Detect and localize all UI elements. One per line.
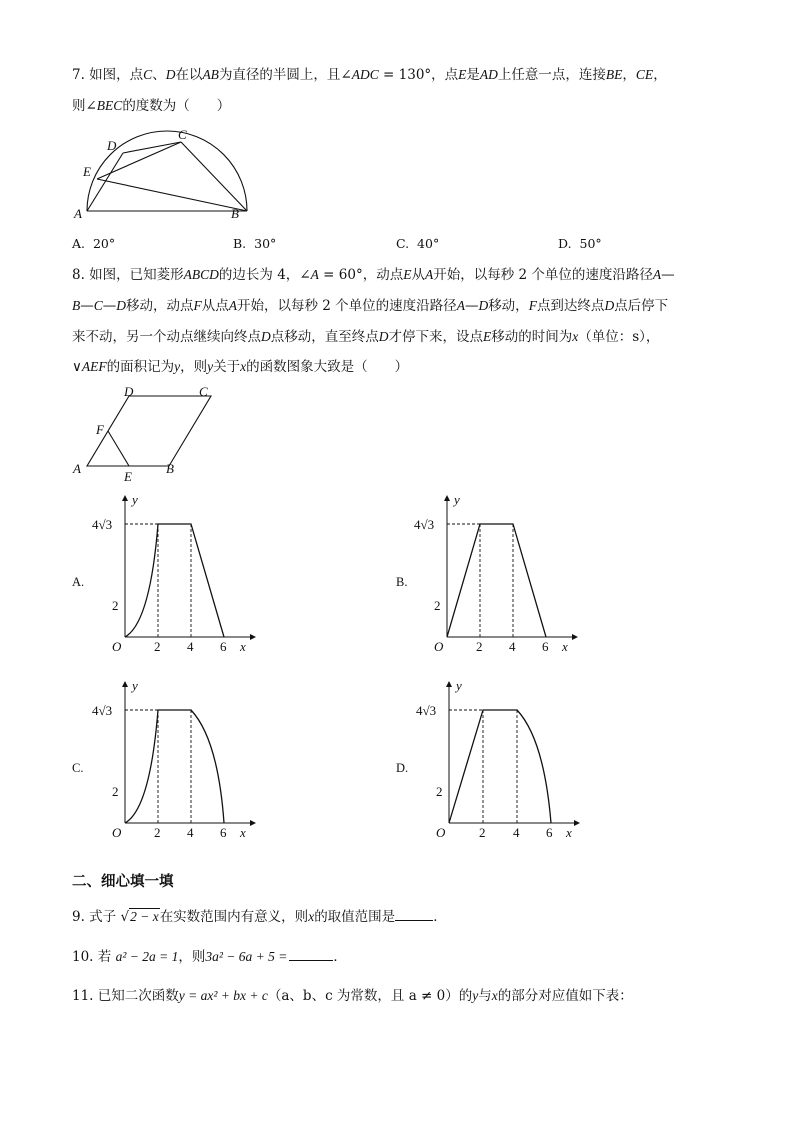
label-e: E <box>124 469 132 484</box>
label-d: D <box>107 138 117 153</box>
q10-line: 10. 若 a² − 2a = 1，则3a² − 6a + 5 = ． <box>72 946 347 966</box>
graph-d[interactable] <box>414 679 584 844</box>
graph-a-xlabel: x <box>240 639 246 654</box>
segment-cb <box>181 142 247 211</box>
q11-line: 11. 已知二次函数y = ax² + bx + c（a、b、c 为常数，且 a ≠ 0）的y与x的部分对应值如下表： <box>72 988 633 1004</box>
q7-option-b[interactable]: B. 30° <box>233 236 277 251</box>
label-d: D <box>124 384 134 399</box>
graph-b[interactable] <box>412 493 582 658</box>
q8-line2: B—C—D移动，动点F从点A开始，以每秒 2 个单位的速度沿路径A—D移动，F点到达终点D点后停下 <box>72 298 669 314</box>
graph-c-curve <box>125 710 224 823</box>
q7-option-a[interactable]: A. 20° <box>72 236 116 251</box>
graph-b-xtick-6: 6 <box>542 639 549 654</box>
graph-d-origin: O <box>436 825 446 840</box>
q7-semicircle-figure <box>70 126 260 226</box>
q8-line3: 来不动，另一个动点继续向终点D点移动，直至终点D才停下来，设点E移动的时间为x（单位：s）， <box>72 329 660 345</box>
graph-d-xlabel: x <box>566 825 572 840</box>
label-a: A <box>73 461 81 476</box>
q9-answer-blank[interactable] <box>395 906 433 921</box>
label-c: C <box>199 384 208 399</box>
rhombus-abcd <box>87 396 211 466</box>
graph-c-ytick: 2 <box>112 784 119 799</box>
graph-b-origin: O <box>434 639 444 654</box>
graph-a-xtick-6: 6 <box>220 639 227 654</box>
graph-b-ylabel: y <box>454 492 460 507</box>
graph-a-xtick-4: 4 <box>187 639 194 654</box>
graph-c-xtick-4: 4 <box>187 825 194 840</box>
graph-a-xtick-2: 2 <box>154 639 161 654</box>
label-c: C <box>178 127 187 142</box>
graph-c-xtick-2: 2 <box>154 825 161 840</box>
graph-d-xtick-4: 4 <box>513 825 520 840</box>
q9-sqrt-sign: √ <box>120 909 130 925</box>
graph-c-option-label[interactable]: C. <box>72 761 84 775</box>
graph-b-xtick-2: 2 <box>476 639 483 654</box>
graph-b-xlabel: x <box>562 639 568 654</box>
q9-radicand: 2 − x <box>130 909 159 924</box>
graph-a-option-label[interactable]: A. <box>72 575 85 589</box>
graph-d-ymax: 4√3 <box>416 703 437 718</box>
graph-d-curve <box>449 710 551 823</box>
q7-line2: 则∠BEC的度数为（ ） <box>72 98 231 114</box>
q7-line1: 7. 如图，点C、D在以AB为直径的半圆上，且∠ADC = 130°，点E是AD上任意一点，连接BE，CE， <box>72 67 667 83</box>
graph-d-option-label[interactable]: D. <box>396 761 409 775</box>
segment-eb <box>97 179 247 211</box>
graph-a-ymax: 4√3 <box>92 517 113 532</box>
graph-b-ytick: 2 <box>434 598 441 613</box>
graph-c-xlabel: x <box>240 825 246 840</box>
graph-a-ylabel: y <box>132 492 138 507</box>
graph-b-ymax: 4√3 <box>414 517 435 532</box>
graph-c-ylabel: y <box>132 678 138 693</box>
label-e: E <box>83 164 91 179</box>
graph-a[interactable] <box>90 493 260 658</box>
label-a: A <box>74 206 82 221</box>
graph-c[interactable] <box>90 679 260 844</box>
q7-option-c[interactable]: C. 40° <box>396 236 440 251</box>
q8-line4: ∨AEF的面积记为y，则y关于x的函数图象大致是（ ） <box>72 359 409 375</box>
graph-d-ytick: 2 <box>436 784 443 799</box>
q10-answer-blank[interactable] <box>289 946 333 961</box>
graph-a-origin: O <box>112 639 122 654</box>
segment-fe <box>108 431 129 466</box>
graph-c-ymax: 4√3 <box>92 703 113 718</box>
segment-dc <box>123 142 181 153</box>
q9-line: 9. 式子 √2 − x在实数范围内有意义，则x的取值范围是 ． <box>72 906 447 926</box>
graph-b-option-label[interactable]: B. <box>396 575 408 589</box>
q8-line1: 8. 如图，已知菱形ABCD的边长为 4，∠A = 60°，动点E从A开始，以每秒 2 个单位的速度沿路径A— <box>72 267 675 283</box>
graph-c-origin: O <box>112 825 122 840</box>
q7-option-d[interactable]: D. 50° <box>558 236 602 251</box>
graph-b-xtick-4: 4 <box>509 639 516 654</box>
graph-d-xtick-2: 2 <box>479 825 486 840</box>
label-b: B <box>166 461 174 476</box>
section-title: 二、细心填一填 <box>72 874 174 890</box>
label-f: F <box>96 422 104 437</box>
label-b: B <box>231 206 239 221</box>
q8-rhombus-figure <box>70 384 220 484</box>
graph-a-ytick: 2 <box>112 598 119 613</box>
graph-d-ylabel: y <box>456 678 462 693</box>
graph-a-curve <box>125 524 224 637</box>
graph-b-curve <box>447 524 546 637</box>
graph-c-xtick-6: 6 <box>220 825 227 840</box>
graph-d-xtick-6: 6 <box>546 825 553 840</box>
